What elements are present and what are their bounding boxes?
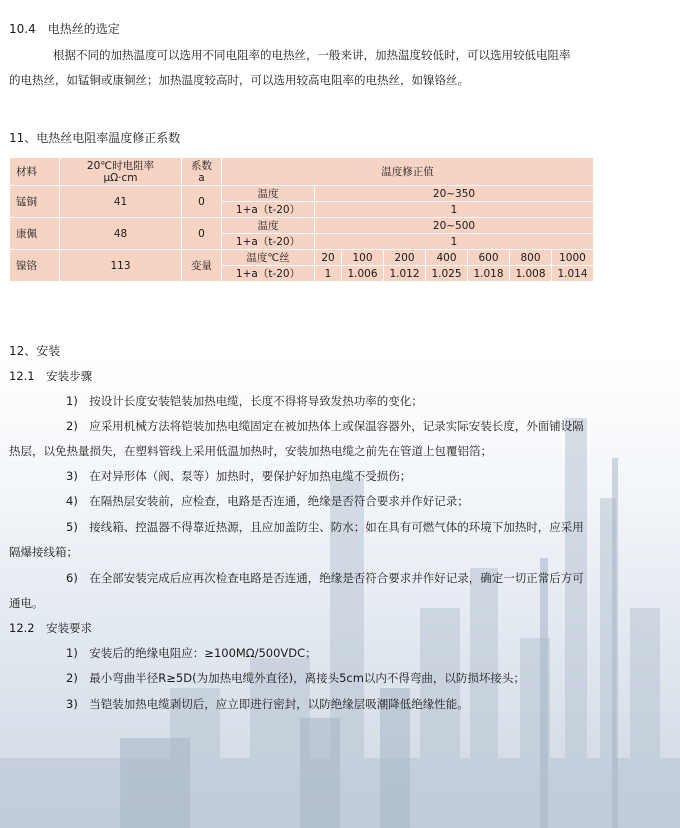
cell-temp: 1000 [552, 250, 594, 266]
cell-row-label: 1+a（t-20） [222, 266, 315, 282]
cell-row-label: 温度 [222, 186, 315, 202]
section-10-4-title: 10.4 电热丝的选定 [9, 22, 120, 36]
install-step-1: 1) 按设计长度安装铠装加热电缆，长度不得将导致发热功率的变化； [66, 394, 423, 408]
header-resistivity-unit: μΩ·cm [103, 171, 138, 184]
table-row [10, 186, 594, 202]
install-step-2-cont: 热层，以免热量损失，在塑料管线上采用低温加热时，安装加热电缆之前先在管道上包覆铝箔； [9, 444, 492, 458]
cell-material: 康佩 [10, 218, 60, 250]
cell-row-label: 温度 [222, 218, 315, 234]
cell-factor: 1.012 [384, 266, 426, 282]
header-coefficient [182, 158, 222, 186]
resistivity-correction-table [9, 157, 594, 282]
section-12-2-title: 12.2 安装要求 [9, 621, 93, 635]
header-coefficient-symbol: a [198, 171, 205, 184]
install-req-3: 3) 当铠装加热电缆剥切后，应立即进行密封，以防绝缘层吸潮降低绝缘性能。 [66, 697, 469, 711]
cell-temp: 20 [315, 250, 342, 266]
table-row [10, 250, 594, 266]
cell-row-value: 1 [315, 202, 594, 218]
cell-resistivity: 48 [60, 218, 182, 250]
table-header-row [10, 158, 594, 186]
install-step-5: 5) 接线箱、控温器不得靠近热源，且应加盖防尘、防水；如在具有可燃气体的环境下加热时，应采用 [66, 520, 584, 534]
table-row [10, 218, 594, 234]
install-req-1: 1) 安装后的绝缘电阻应：≥100MΩ/500VDC； [66, 646, 317, 660]
cell-factor: 1.018 [468, 266, 510, 282]
header-resistivity-label: 20℃时电阻率 [86, 159, 155, 172]
install-req-2: 2) 最小弯曲半径R≥5D(为加热电缆外直径)，离接头5cm以内不得弯曲，以防损坏接头； [66, 671, 525, 685]
cell-temp: 100 [342, 250, 384, 266]
cell-factor: 1.014 [552, 266, 594, 282]
cell-row-value: 20~500 [315, 218, 594, 234]
cell-resistivity: 113 [60, 250, 182, 282]
section-10-4-paragraph-line2: 的电热丝，如锰铜或康铜丝；加热温度较高时，可以选用较高电阻率的电热丝，如镍铬丝。 [9, 73, 469, 87]
cell-temp: 800 [510, 250, 552, 266]
cell-row-value: 20~350 [315, 186, 594, 202]
cell-factor: 1.006 [342, 266, 384, 282]
install-step-6-cont: 通电。 [9, 596, 44, 610]
header-coefficient-label: 系数 [191, 159, 212, 172]
section-12-title: 12、安装 [9, 344, 61, 358]
install-step-2: 2) 应采用机械方法将铠装加热电缆固定在被加热体上或保温容器外，记录实际安装长度，外面铺设隔 [66, 419, 584, 433]
section-12-1-title: 12.1 安装步骤 [9, 369, 93, 383]
cell-material: 镍铬 [10, 250, 60, 282]
cell-row-label: 1+a（t-20） [222, 202, 315, 218]
section-11-title: 11、电热丝电阻率温度修正系数 [9, 131, 181, 145]
cell-temp: 400 [426, 250, 468, 266]
install-step-6: 6) 在全部安装完成后应再次检查电路是否连通，绝缘是否符合要求并作好记录，确定一切正常后方可 [66, 571, 584, 585]
cell-row-value: 1 [315, 234, 594, 250]
header-material: 材料 [10, 158, 60, 186]
cell-temp: 200 [384, 250, 426, 266]
cell-coefficient: 0 [182, 186, 222, 218]
cell-factor: 1 [315, 266, 342, 282]
install-step-5-cont: 隔爆接线箱； [9, 545, 78, 559]
cell-factor: 1.008 [510, 266, 552, 282]
cell-row-label: 温度℃丝 [222, 250, 315, 266]
header-correction: 温度修正值 [222, 158, 594, 186]
header-resistivity [60, 158, 182, 186]
cell-material: 锰铜 [10, 186, 60, 218]
cell-row-label: 1+a（t-20） [222, 234, 315, 250]
cell-temp: 600 [468, 250, 510, 266]
install-step-4: 4) 在隔热层安装前，应检查，电路是否连通，绝缘是否符合要求并作好记录； [66, 494, 469, 508]
cell-coefficient: 0 [182, 218, 222, 250]
section-10-4-paragraph-line1: 根据不同的加热温度可以选用不同电阻率的电热丝，一般来讲，加热温度较低时，可以选用较低电阻率 [53, 48, 571, 62]
cell-factor: 1.025 [426, 266, 468, 282]
cell-coefficient: 变量 [182, 250, 222, 282]
install-step-3: 3) 在对异形体（阀、泵等）加热时，要保护好加热电缆不受损伤； [66, 469, 412, 483]
cell-resistivity: 41 [60, 186, 182, 218]
